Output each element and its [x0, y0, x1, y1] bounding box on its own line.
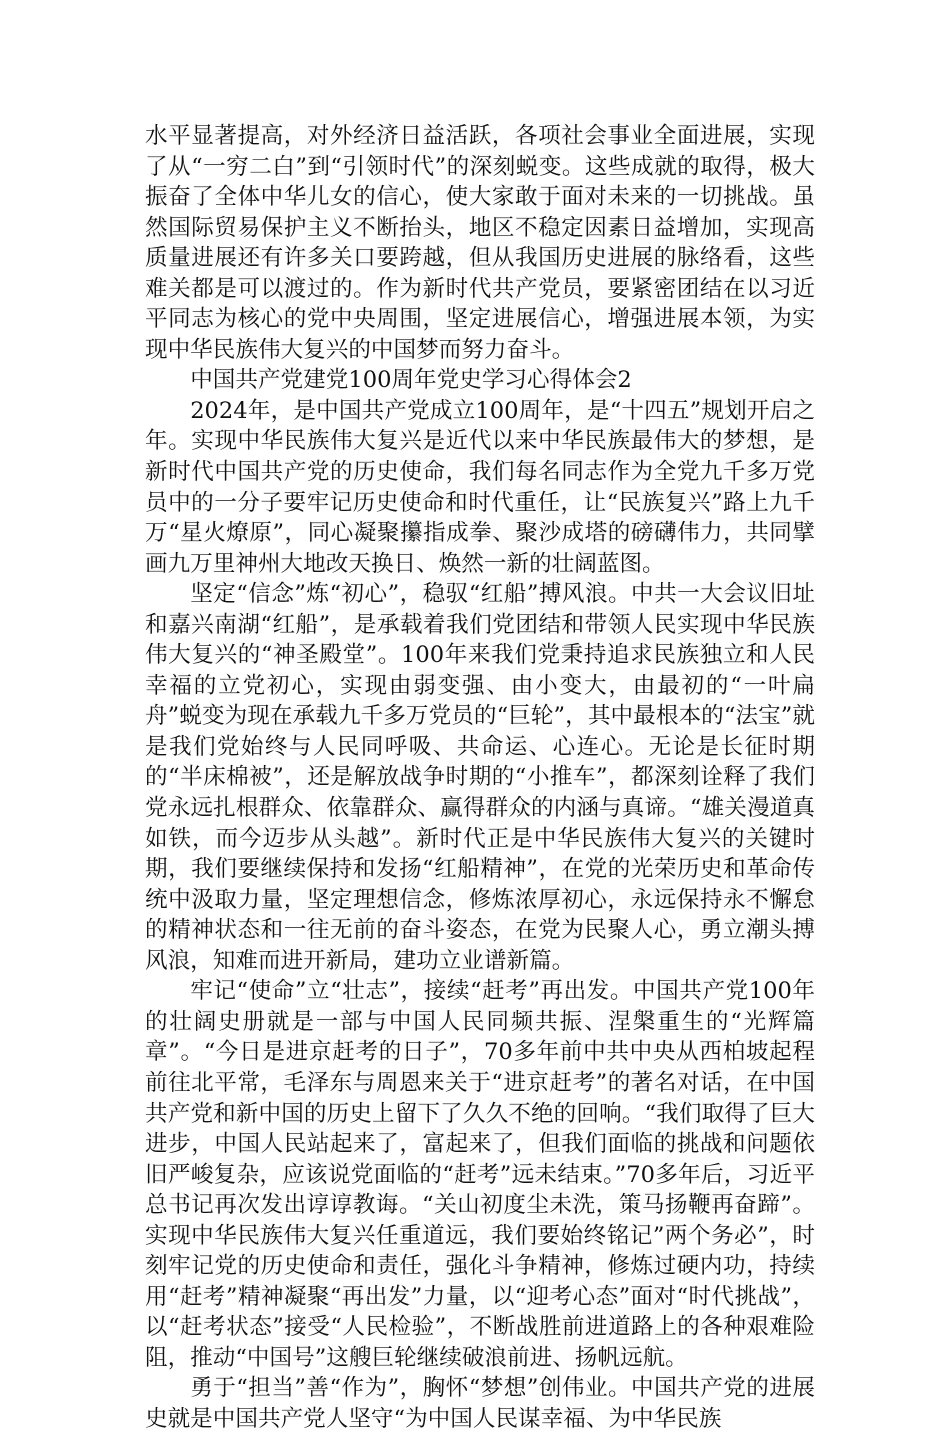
paragraph-responsibility: 勇于“担当”善“作为”，胸怀“梦想”创伟业。中国共产党的进展史就是中国共产党人坚守“为中国人民谋幸福、为中华民族 [145, 1375, 815, 1432]
section-heading: 中国共产党建党100周年党史学习心得体会2 [190, 367, 632, 394]
paragraph-belief: 坚定“信念”炼“初心”，稳驭“红船”搏风浪。中共一大会议旧址和嘉兴南湖“红船”，是承载着我们党团结和带领人民实现中华民族伟大复兴的“神圣殿堂”。100年来我们党秉持追求民族独立和人民幸福的立党初心，实现由弱变强、由小变大，由最初的“一叶扁舟”蜕变为现在承载九千多万党员的“巨轮”，其中最根本的“法宝”就是我们党始终与人民同呼吸、共命运、心连心。无论是长征时期的“半床棉被”，还是解放战争时期的“小推车”，都深刻诠释了我们党永远扎根群众、依靠群众、赢得群众的内涵与真谛。“雄关漫道真如铁，而今迈步从头越”。新时代正是中华民族伟大复兴的关键时期，我们要继续保持和发扬“红船精神”，在党的光荣历史和革命传统中汲取力量，坚定理想信念，修炼浓厚初心，永远保持永不懈怠的精神状态和一往无前的奋斗姿态，在党为民聚人心，勇立潮头搏风浪，知难而进开新局，建功立业谱新篇。 [145, 581, 815, 974]
paragraph-mission: 牢记“使命”立“壮志”，接续“赶考”再出发。中国共产党100年的壮阔史册就是一部与中国人民同频共振、涅槃重生的“光辉篇章”。“今日是进京赶考的日子”，70多年前中共中央从西柏坡起程前往北平常，毛泽东与周恩来关于“进京赶考”的著名对话，在中国共产党和新中国的历史上留下了久久不绝的回响。“我们取得了巨大进步，中国人民站起来了，富起来了，但我们面临的挑战和问题依旧严峻复杂，应该说党面临的“赶考”远未结束。”70多年后，习近平总书记再次发出谆谆教诲。“关山初度尘未洗，策马扬鞭再奋蹄”。实现中华民族伟大复兴任重道远，我们要始终铭记”两个务必”，时刻牢记党的历史使命和责任，强化斗争精神，修炼过硬内功，持续用“赶考”精神凝聚“再出发”力量，以“迎考心态”面对“时代挑战”，以“赶考状态”接受“人民检验”，不断战胜前进道路上的各种艰难险阻，推动“中国号”这艘巨轮继续破浪前进、扬帆远航。 [145, 978, 815, 1371]
paragraph-continuation: 水平显著提高，对外经济日益活跃，各项社会事业全面进展，实现了从“一穷二白”到“引领时代”的深刻蜕变。这些成就的取得，极大振奋了全体中华儿女的信心，使大家敢于面对未来的一切挑战。虽然国际贸易保护主义不断抬头，地区不稳定因素日益增加，实现高质量进展还有许多关口要跨越，但从我国历史进展的脉络看，这些难关都是可以渡过的。作为新时代共产党员，要紧密团结在以习近平同志为核心的党中央周围，坚定进展信心，增强进展本领，为实现中华民族伟大复兴的中国梦而努力奋斗。 [145, 123, 815, 363]
document-page [145, 121, 815, 1435]
paragraph-intro: 2024年，是中国共产党成立100周年，是“十四五”规划开启之年。实现中华民族伟大复兴是近代以来中华民族最伟大的梦想，是新时代中国共产党的历史使命，我们每名同志作为全党九千多万党员中的一分子要牢记历史使命和时代重任，让“民族复兴”路上九千万“星火燎原”，同心凝聚攥指成拳、聚沙成塔的磅礴伟力，共同擘画九万里神州大地改天换日、焕然一新的壮阔蓝图。 [145, 397, 815, 577]
